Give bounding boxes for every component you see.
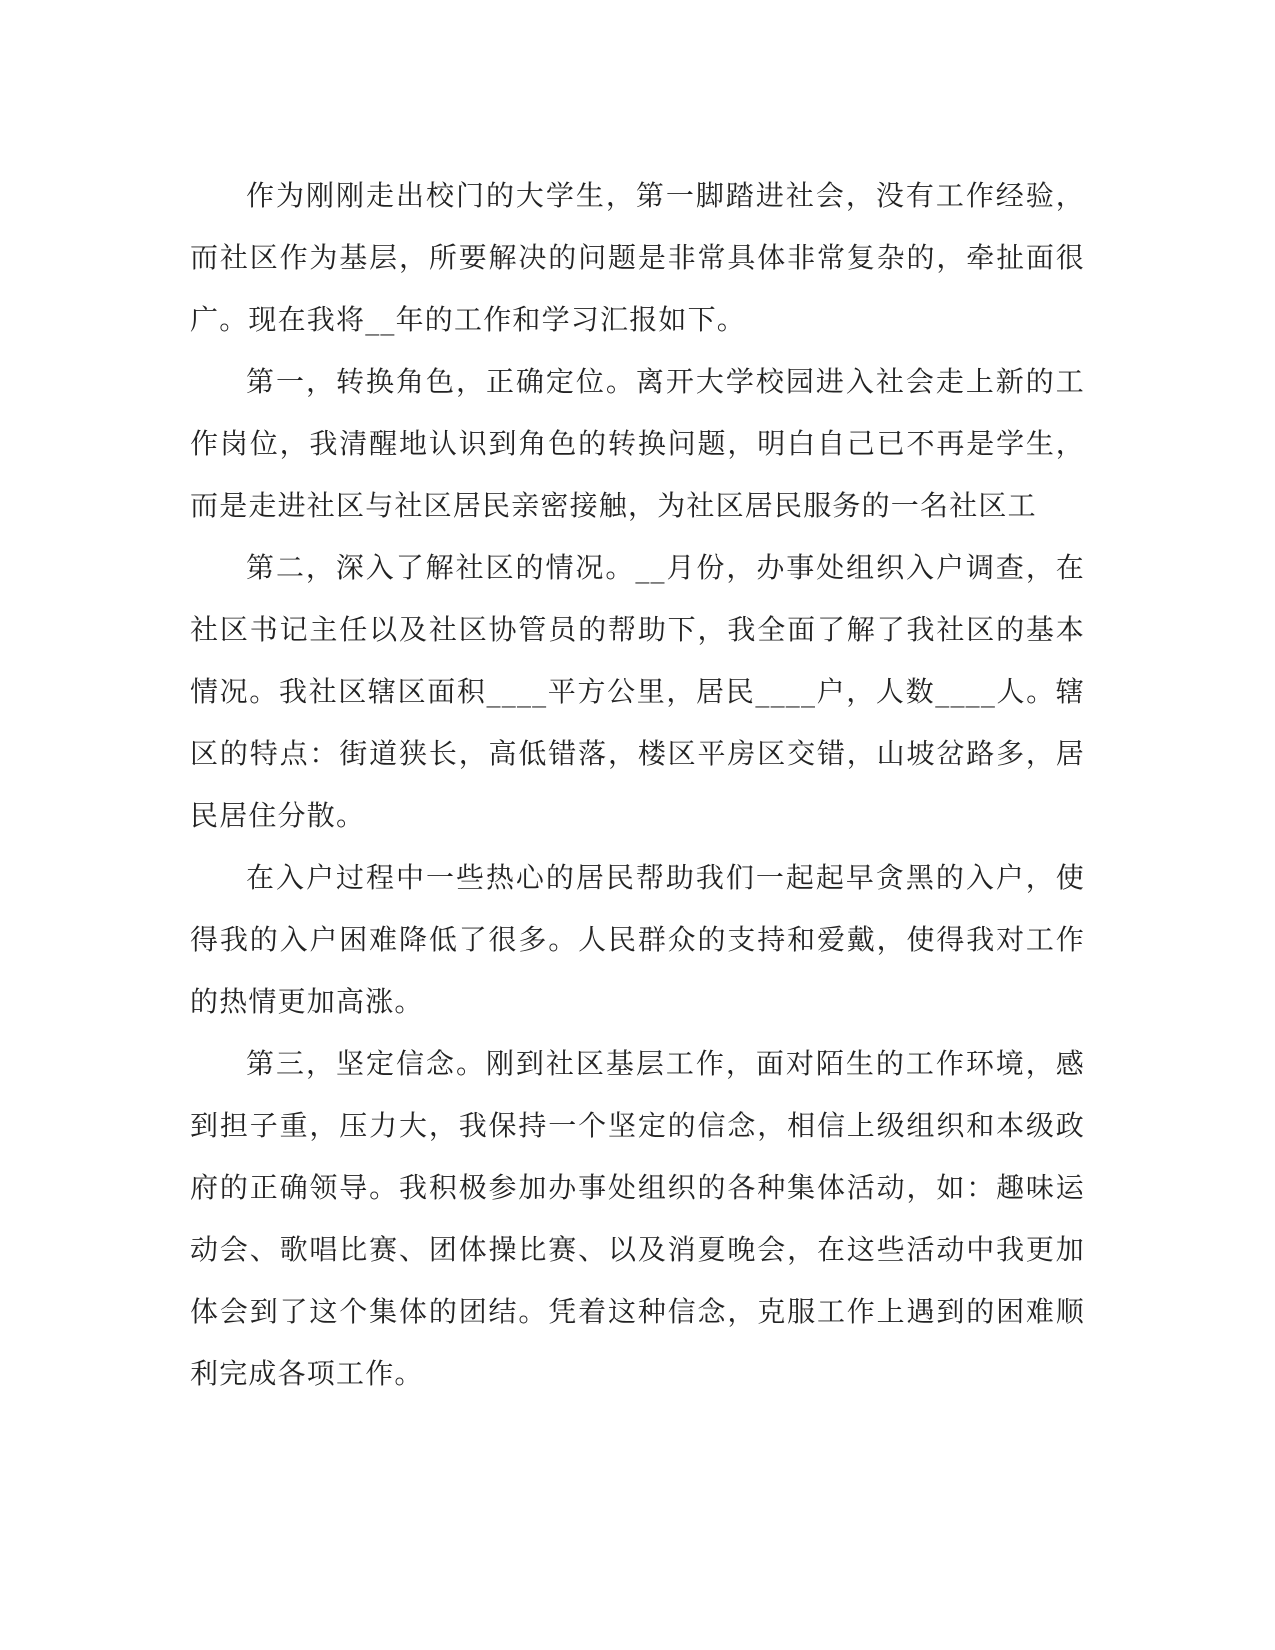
- paragraph-third-point: 第三，坚定信念。刚到社区基层工作，面对陌生的工作环境，感到担子重，压力大，我保持一个坚定的信念，相信上级组织和本级政府的正确领导。我积极参加办事处组织的各种集体活动，如：趣味运动会、歌唱比赛、团体操比赛、以及消夏晚会，在这些活动中我更加体会到了这个集体的团结。凭着这种信念，克服工作上遇到的困难顺利完成各项工作。: [190, 1047, 1085, 1390]
- document-body: [190, 165, 1085, 1405]
- paragraph-second-point: 第二，深入了解社区的情况。__月份，办事处组织入户调查，在社区书记主任以及社区协管员的帮助下，我全面了解了我社区的基本情况。我社区辖区面积____平方公里，居民____户，人数____人。辖区的特点：街道狭长，高低错落，楼区平房区交错，山坡岔路多，居民居住分散。: [190, 551, 1085, 832]
- paragraph-intro: 作为刚刚走出校门的大学生，第一脚踏进社会，没有工作经验，而社区作为基层，所要解决的问题是非常具体非常复杂的，牵扯面很广。现在我将__年的工作和学习汇报如下。: [190, 179, 1085, 336]
- paragraph-first-point: 第一，转换角色，正确定位。离开大学校园进入社会走上新的工作岗位，我清醒地认识到角色的转换问题，明白自己已不再是学生，而是走进社区与社区居民亲密接触，为社区居民服务的一名社区工: [190, 365, 1085, 522]
- paragraph-household-visits: 在入户过程中一些热心的居民帮助我们一起起早贪黑的入户，使得我的入户困难降低了很多。人民群众的支持和爱戴，使得我对工作的热情更加高涨。: [190, 861, 1085, 1018]
